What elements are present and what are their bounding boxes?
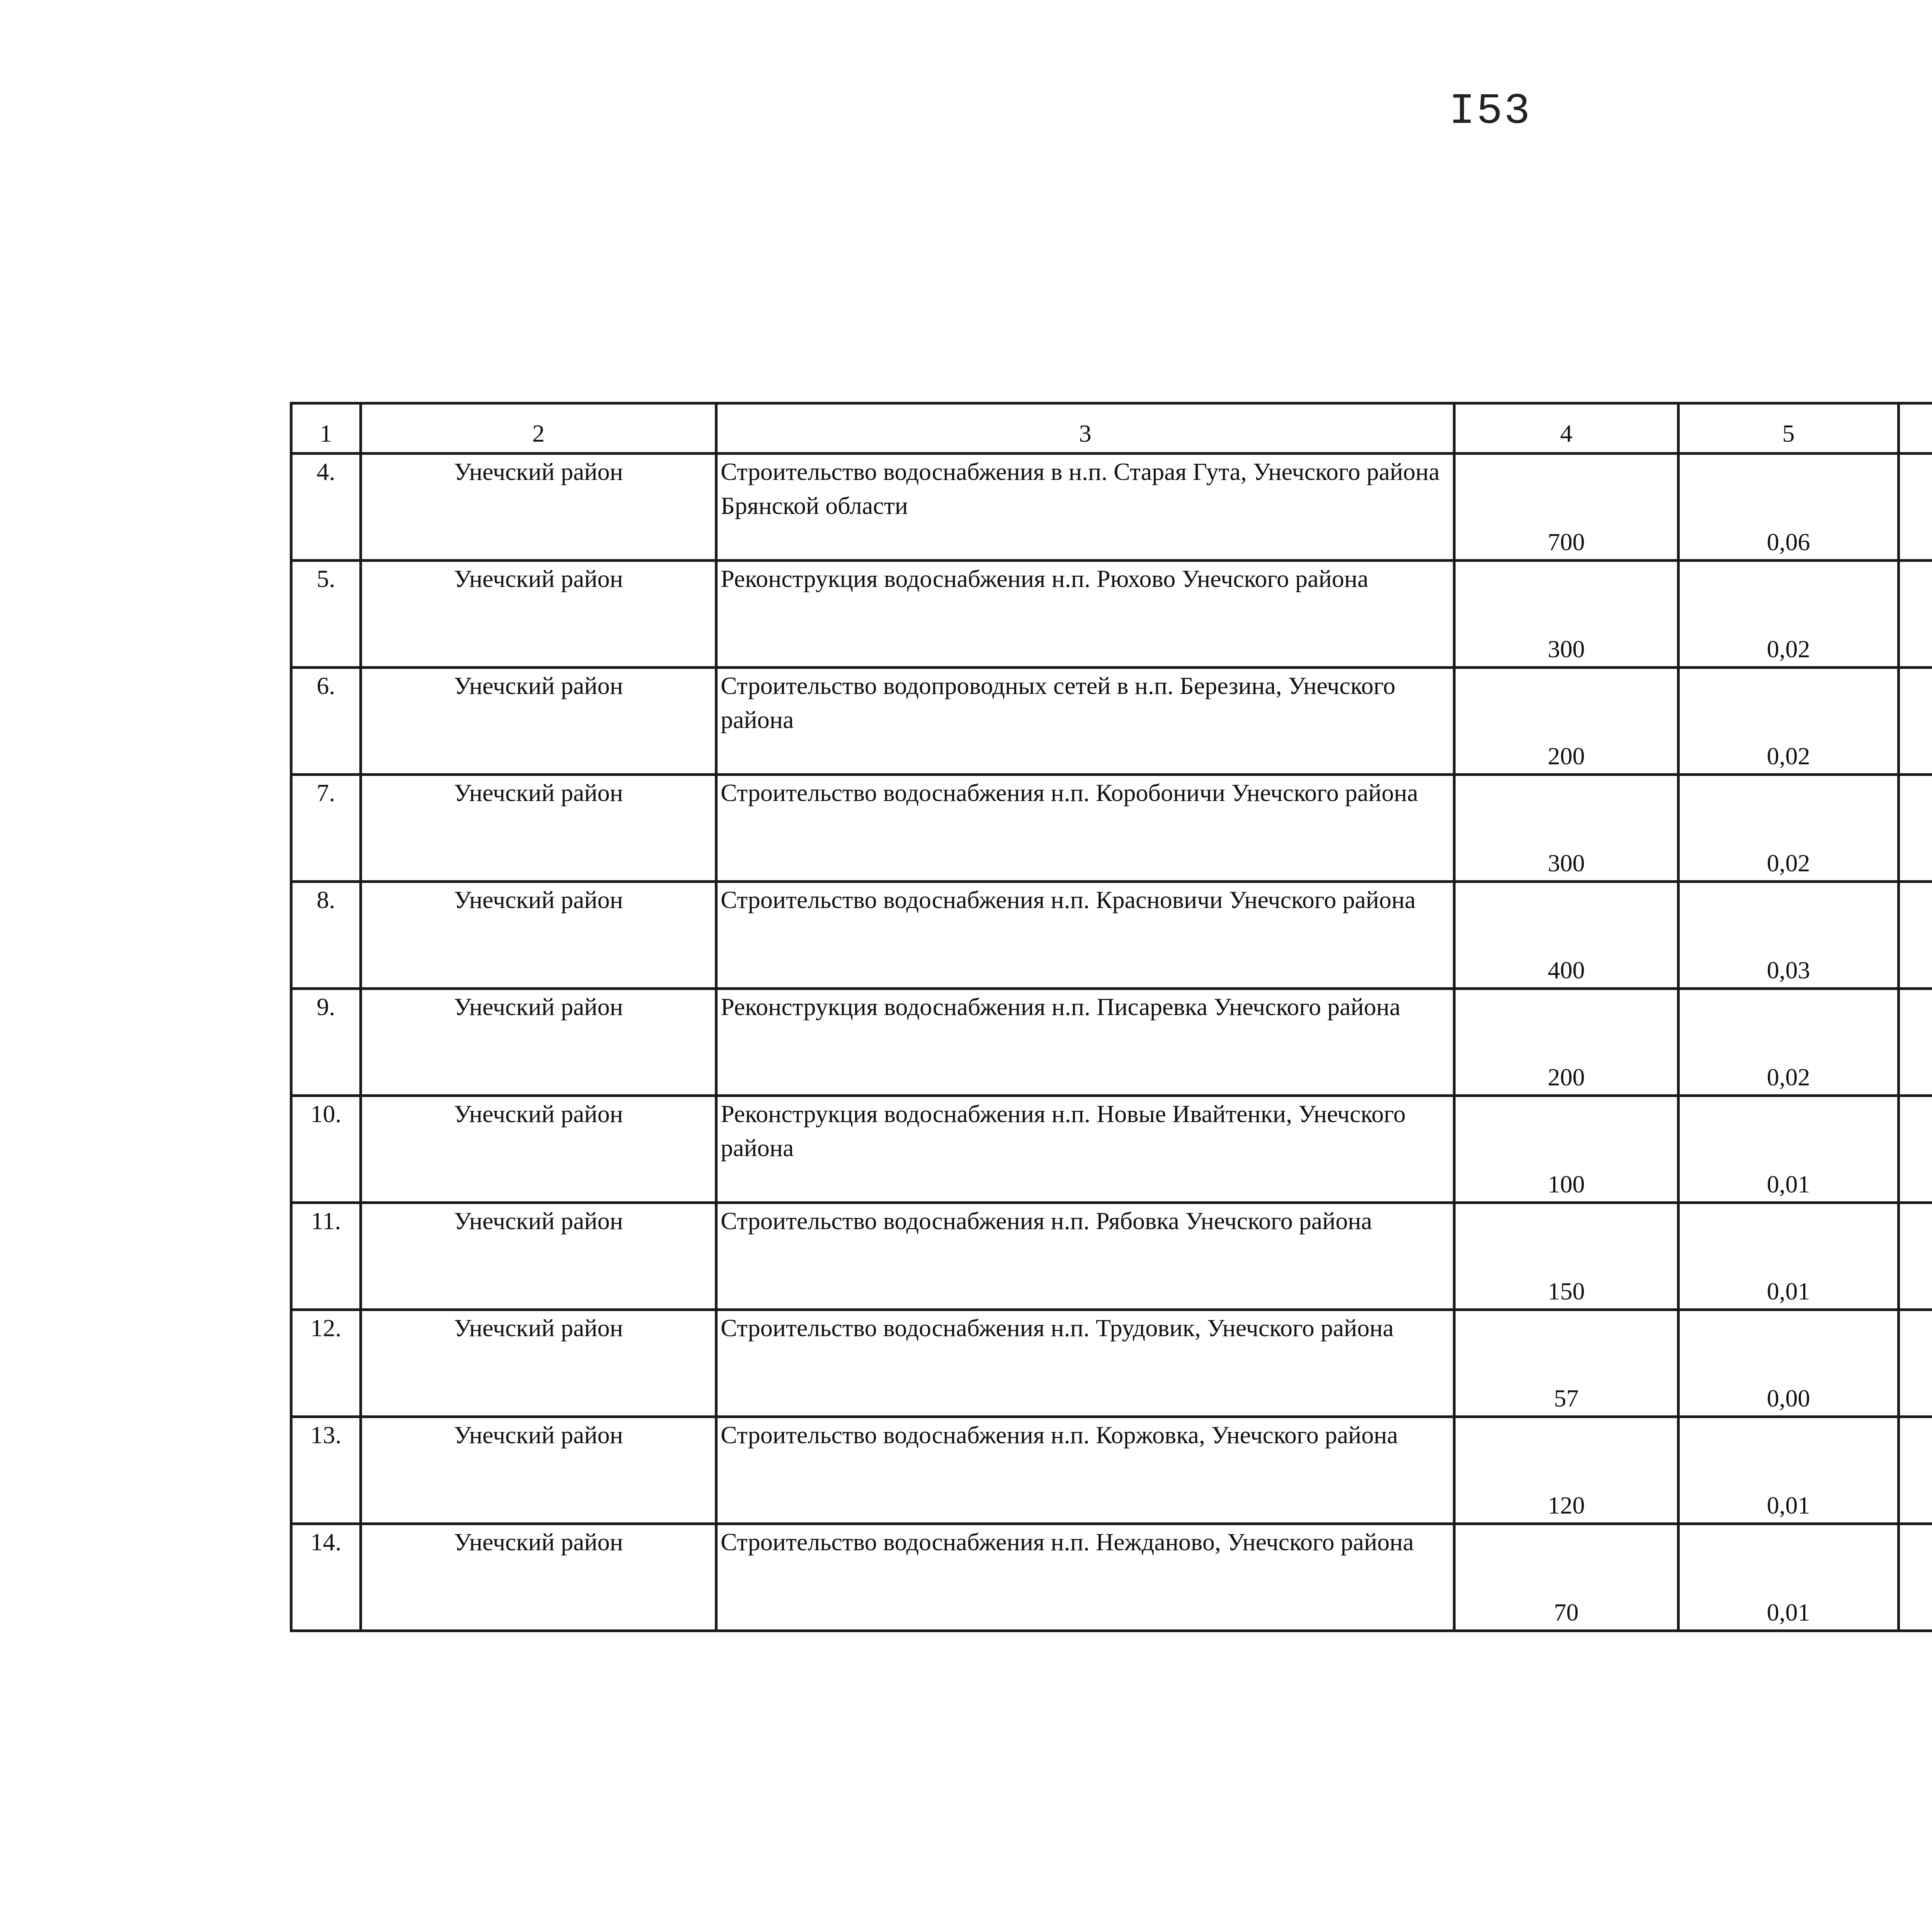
district-cell: Унечский район xyxy=(361,1096,716,1203)
row-number-cell: 12. xyxy=(291,1310,361,1417)
table-row xyxy=(291,882,1932,989)
project-name-cell: Строительство водоснабжения н.п. Коржовка, Унечского района xyxy=(716,1417,1454,1524)
header-cell-2: 2 xyxy=(361,403,716,454)
col5-value-cell: 0,01 xyxy=(1679,1203,1899,1310)
col6-value-cell xyxy=(1899,775,1932,882)
header-cell-4: 4 xyxy=(1454,403,1679,454)
table-row xyxy=(291,1524,1932,1631)
table-row xyxy=(291,1310,1932,1417)
col5-value-cell: 0,00 xyxy=(1679,1310,1899,1417)
col6-value-cell xyxy=(1899,1524,1932,1631)
project-name-cell: Строительство водоснабжения н.п. Красновичи Унечского района xyxy=(716,882,1454,989)
district-cell: Унечский район xyxy=(361,989,716,1096)
project-name-cell: Строительство водоснабжения н.п. Трудовик, Унечского района xyxy=(716,1310,1454,1417)
project-name-cell: Строительство водопроводных сетей в н.п. Березина, Унечского района xyxy=(716,668,1454,775)
row-number-cell: 5. xyxy=(291,561,361,668)
col5-value-cell: 0,02 xyxy=(1679,668,1899,775)
col4-value-cell: 150 xyxy=(1454,1203,1679,1310)
row-number-cell: 8. xyxy=(291,882,361,989)
col5-value-cell: 0,03 xyxy=(1679,882,1899,989)
col5-value-cell: 0,06 xyxy=(1679,454,1899,561)
col4-value-cell: 700 xyxy=(1454,454,1679,561)
row-number-cell: 13. xyxy=(291,1417,361,1524)
row-number-cell: 4. xyxy=(291,454,361,561)
col4-value-cell: 300 xyxy=(1454,561,1679,668)
col5-value-cell: 0,02 xyxy=(1679,775,1899,882)
row-number-cell: 11. xyxy=(291,1203,361,1310)
col5-value-cell: 0,01 xyxy=(1679,1524,1899,1631)
col5-value-cell: 0,02 xyxy=(1679,989,1899,1096)
row-number-cell: 14. xyxy=(291,1524,361,1631)
col4-value-cell: 400 xyxy=(1454,882,1679,989)
table-row xyxy=(291,561,1932,668)
col6-value-cell xyxy=(1899,1203,1932,1310)
col4-value-cell: 120 xyxy=(1454,1417,1679,1524)
table-row xyxy=(291,1417,1932,1524)
col4-value-cell: 200 xyxy=(1454,668,1679,775)
col4-value-cell: 300 xyxy=(1454,775,1679,882)
district-cell: Унечский район xyxy=(361,882,716,989)
table-row xyxy=(291,668,1932,775)
row-number-cell: 6. xyxy=(291,668,361,775)
table-body xyxy=(291,403,1932,1631)
col4-value-cell: 57 xyxy=(1454,1310,1679,1417)
project-name-cell: Реконструкция водоснабжения н.п. Новые Ивайтенки, Унечского района xyxy=(716,1096,1454,1203)
header-row xyxy=(291,403,1932,454)
col5-value-cell: 0,02 xyxy=(1679,561,1899,668)
table-row xyxy=(291,989,1932,1096)
header-cell-3: 3 xyxy=(716,403,1454,454)
data-table xyxy=(290,402,1932,1632)
table-row xyxy=(291,775,1932,882)
col6-value-cell xyxy=(1899,1096,1932,1203)
col4-value-cell: 200 xyxy=(1454,989,1679,1096)
project-name-cell: Строительство водоснабжения в н.п. Старая Гута, Унечского района Брянской области xyxy=(716,454,1454,561)
header-cell-5: 5 xyxy=(1679,403,1899,454)
row-number-cell: 9. xyxy=(291,989,361,1096)
district-cell: Унечский район xyxy=(361,1203,716,1310)
header-cell-6 xyxy=(1899,403,1932,454)
district-cell: Унечский район xyxy=(361,1524,716,1631)
col6-value-cell xyxy=(1899,561,1932,668)
page-number: I53 xyxy=(1449,87,1532,136)
col4-value-cell: 70 xyxy=(1454,1524,1679,1631)
project-name-cell: Строительство водоснабжения н.п. Нежданово, Унечского района xyxy=(716,1524,1454,1631)
col6-value-cell xyxy=(1899,668,1932,775)
col5-value-cell: 0,01 xyxy=(1679,1096,1899,1203)
table-row xyxy=(291,454,1932,561)
project-name-cell: Строительство водоснабжения н.п. Коробоничи Унечского района xyxy=(716,775,1454,882)
row-number-cell: 10. xyxy=(291,1096,361,1203)
table-row xyxy=(291,1096,1932,1203)
district-cell: Унечский район xyxy=(361,668,716,775)
header-cell-1: 1 xyxy=(291,403,361,454)
col5-value-cell: 0,01 xyxy=(1679,1417,1899,1524)
district-cell: Унечский район xyxy=(361,454,716,561)
district-cell: Унечский район xyxy=(361,1417,716,1524)
col4-value-cell: 100 xyxy=(1454,1096,1679,1203)
table-row xyxy=(291,1203,1932,1310)
col6-value-cell xyxy=(1899,454,1932,561)
project-name-cell: Реконструкция водоснабжения н.п. Писаревка Унечского района xyxy=(716,989,1454,1096)
project-name-cell: Строительство водоснабжения н.п. Рябовка Унечского района xyxy=(716,1203,1454,1310)
project-name-cell: Реконструкция водоснабжения н.п. Рюхово Унечского района xyxy=(716,561,1454,668)
district-cell: Унечский район xyxy=(361,775,716,882)
district-cell: Унечский район xyxy=(361,561,716,668)
col6-value-cell xyxy=(1899,1310,1932,1417)
col6-value-cell xyxy=(1899,882,1932,989)
col6-value-cell xyxy=(1899,1417,1932,1524)
row-number-cell: 7. xyxy=(291,775,361,882)
col6-value-cell xyxy=(1899,989,1932,1096)
district-cell: Унечский район xyxy=(361,1310,716,1417)
